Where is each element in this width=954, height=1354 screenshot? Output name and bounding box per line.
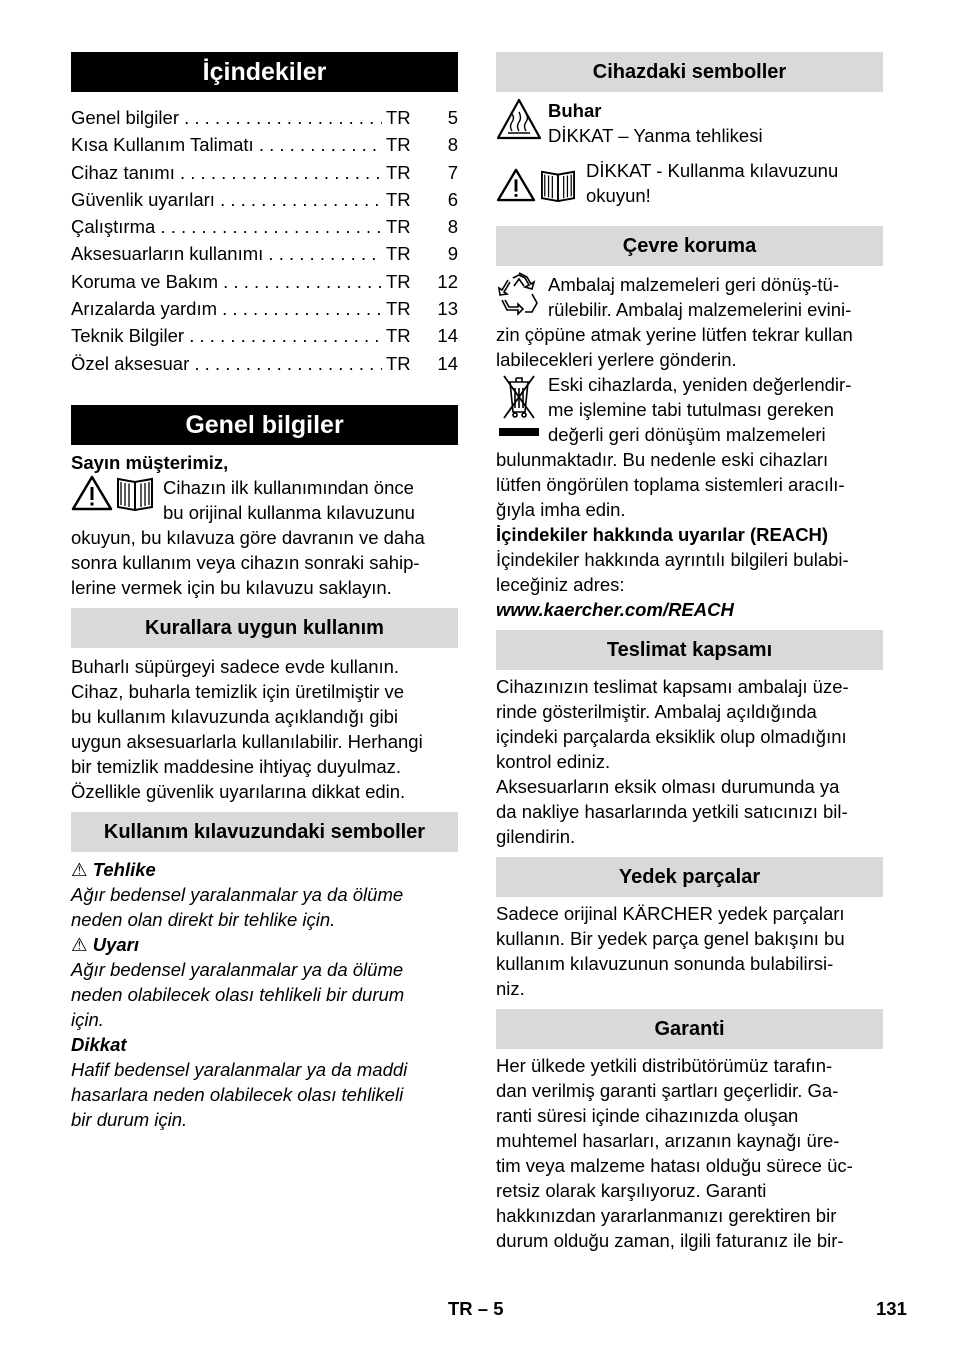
toc-item-lang: TR xyxy=(386,243,411,265)
toc-item-lang: TR xyxy=(386,298,411,320)
toc-item-page: 9 xyxy=(447,243,458,265)
toc-item-title: Kısa Kullanım Talimatı . . . xyxy=(71,131,382,158)
text-line: leceğiniz adres: xyxy=(496,574,625,595)
text-line: lütfen öngörülen toplama sistemleri aracılı- xyxy=(496,474,845,495)
read-manual-block xyxy=(496,158,883,208)
text-line: kontrol ediniz. xyxy=(496,751,611,772)
recycle-block xyxy=(496,272,883,322)
read-manual-text: okuyun! xyxy=(586,185,651,206)
warning-label-text: Uyarı xyxy=(92,933,140,955)
text-line: niz. xyxy=(496,978,525,999)
text-line: Buharlı süpürgeyi sadece evde kullanın. xyxy=(71,655,400,677)
manual-book-icon xyxy=(538,168,578,202)
weee-block xyxy=(496,372,883,447)
text-line: Her ülkede yetkili distribütörümüz tarafın- xyxy=(496,1055,833,1076)
caution-label: Dikkat xyxy=(71,1033,127,1055)
danger-label xyxy=(71,857,458,882)
toc-item-title: Teknik Bilgiler . . . xyxy=(71,322,382,349)
intro-line: bu orijinal kullanma kılavuzunu xyxy=(163,501,415,523)
greeting: Sayın müşterimiz, xyxy=(71,451,229,473)
intro-line: Cihazın ilk kullanımından önce xyxy=(163,476,414,498)
text-line: gilendirin. xyxy=(496,826,576,847)
toc-item-lang: TR xyxy=(386,107,411,128)
steam-label: Buhar xyxy=(548,100,602,121)
toc-item-title: Güvenlik uyarıları . . . xyxy=(71,186,382,213)
toc-item-title: Özel aksesuar . . . xyxy=(71,350,382,377)
text-line: hakkınızdan yararlanmanızı gerektiren bir xyxy=(496,1205,837,1226)
text-line: me işlemine tabi tutulması gereken xyxy=(548,399,834,420)
intro-line: okuyun, bu kılavuza göre davranın ve daha xyxy=(71,526,425,548)
footer-section: TR – 5 xyxy=(448,1298,504,1319)
text-line: durum olduğu zaman, ilgili faturanız ile bir- xyxy=(496,1230,844,1251)
text-line: Hafif bedensel yaralanmalar ya da maddi xyxy=(71,1058,408,1080)
toc-item-title: Aksesuarların kullanımı . . . xyxy=(71,240,382,267)
toc-item-title: Çalıştırma . . . xyxy=(71,213,382,240)
delivery-heading: Teslimat kapsamı xyxy=(496,630,883,670)
text-line: ğıyla imha edin. xyxy=(496,499,626,520)
reach-link[interactable]: www.kaercher.com/REACH xyxy=(496,599,734,620)
toc-item-title: Genel bilgiler . . . xyxy=(71,104,382,131)
warning-triangle-icon xyxy=(496,168,536,202)
toc-heading: İçindekiler xyxy=(71,52,458,92)
text-line: da nakliye hasarlarında yetkili satıcınızı bil- xyxy=(496,801,848,822)
toc-item-page: 13 xyxy=(437,298,458,320)
toc-list xyxy=(71,104,458,377)
text-line: zin çöpüne atmak yerine lütfen tekrar kullan xyxy=(496,324,853,345)
text-line: bulunmaktadır. Bu nedenle eski cihazları xyxy=(496,449,829,470)
toc-item-lang: TR xyxy=(386,352,411,374)
toc-item[interactable] xyxy=(71,268,458,295)
text-line: bir durum için. xyxy=(71,1108,188,1130)
left-column xyxy=(71,52,458,1132)
text-line: Eski cihazlarda, yeniden değerlendir- xyxy=(548,374,852,395)
steam-symbol-block xyxy=(496,98,883,148)
text-line: labilecekleri yerlere gönderin. xyxy=(496,349,737,370)
warning-label xyxy=(71,932,458,957)
intro-line: sonra kullanım veya cihazın sonraki sahip- xyxy=(71,551,420,573)
text-line: bir temizlik maddesine ihtiyaç duyulmaz. xyxy=(71,755,402,777)
footer-page-number: 131 xyxy=(876,1298,907,1319)
toc-item-page: 6 xyxy=(447,188,458,210)
toc-item[interactable] xyxy=(71,213,458,240)
text-line: hasarlara neden olabilecek olası tehlikeli xyxy=(71,1083,404,1105)
danger-label-text: Tehlike xyxy=(92,858,156,880)
small-warning-icon: ⚠ xyxy=(71,858,88,880)
manual-symbols-heading: Kullanım kılavuzundaki semboller xyxy=(71,812,458,852)
toc-item-page: 14 xyxy=(437,352,458,374)
text-line: Sadece orijinal KÄRCHER yedek parçaları xyxy=(496,903,845,924)
text-line: neden olabilecek olası tehlikeli bir durum xyxy=(71,983,405,1005)
proper-use-heading: Kurallara uygun kullanım xyxy=(71,608,458,648)
steam-text: DİKKAT – Yanma tehlikesi xyxy=(548,125,763,146)
toc-item-page: 14 xyxy=(437,325,458,347)
toc-item-lang: TR xyxy=(386,216,411,238)
warning-triangle-icon xyxy=(71,475,113,511)
text-line: bu kullanım kılavuzunda açıklandığı gibi xyxy=(71,705,399,727)
device-symbols-heading: Cihazdaki semboller xyxy=(496,52,883,92)
toc-item-title: Koruma ve Bakım . . . xyxy=(71,268,382,295)
text-line: değerli geri dönüşüm malzemeleri xyxy=(548,424,826,445)
text-line: Özellikle güvenlik uyarılarına dikkat edin. xyxy=(71,780,406,802)
text-line: rinde gösterilmiştir. Ambalaj açıldığında xyxy=(496,701,817,722)
toc-item-page: 8 xyxy=(447,134,458,156)
text-line: neden olan direkt bir tehlike için. xyxy=(71,908,336,930)
intro-line: lerine vermek için bu kılavuzu saklayın. xyxy=(71,576,392,598)
text-line: Ağır bedensel yaralanmalar ya da ölüme xyxy=(71,883,404,905)
text-line: rülebilir. Ambalaj malzemelerini evini- xyxy=(548,299,852,320)
crossed-bin-icon xyxy=(496,372,542,442)
general-heading: Genel bilgiler xyxy=(71,405,458,445)
right-column xyxy=(496,52,883,1253)
toc-item[interactable] xyxy=(71,159,458,186)
toc-item-page: 5 xyxy=(447,107,458,128)
text-line: için. xyxy=(71,1008,104,1030)
text-line: kullanın. Bir yedek parça genel bakışını bu xyxy=(496,928,845,949)
toc-item-lang: TR xyxy=(386,270,411,292)
text-line: Aksesuarların eksik olması durumunda ya xyxy=(496,776,840,797)
warranty-heading: Garanti xyxy=(496,1009,883,1049)
proper-use-text xyxy=(71,654,458,804)
hot-steam-warning-icon xyxy=(496,98,542,140)
toc-item[interactable] xyxy=(71,104,458,131)
toc-item-lang: TR xyxy=(386,161,411,183)
text-line: dan verilmiş garanti şartları geçerlidir. Ga- xyxy=(496,1080,839,1101)
toc-item[interactable] xyxy=(71,295,458,322)
text-line: Cihazınızın teslimat kapsamı ambalajı üze- xyxy=(496,676,849,697)
text-line: İçindekiler hakkında ayrıntılı bilgileri bulabi- xyxy=(496,549,849,570)
toc-item[interactable] xyxy=(71,186,458,213)
recycle-icon xyxy=(496,272,542,320)
text-line: tim veya malzeme hatası olduğu sürece üc- xyxy=(496,1155,853,1176)
text-line: uygun aksesuarlarla kullanılabilir. Herhangi xyxy=(71,730,423,752)
spare-parts-heading: Yedek parçalar xyxy=(496,857,883,897)
environment-heading: Çevre koruma xyxy=(496,226,883,266)
text-line: ranti süresi içinde cihazınızda oluşan xyxy=(496,1105,799,1126)
small-warning-icon: ⚠ xyxy=(71,933,88,955)
toc-item-page: 8 xyxy=(447,216,458,238)
text-line: Ağır bedensel yaralanmalar ya da ölüme xyxy=(71,958,404,980)
reach-heading: İçindekiler hakkında uyarılar (REACH) xyxy=(496,524,829,545)
toc-item-page: 12 xyxy=(437,270,458,292)
text-line: kullanım kılavuzunun sonunda bulabilirsi- xyxy=(496,953,834,974)
toc-item-lang: TR xyxy=(386,188,411,210)
read-manual-text: DİKKAT - Kullanma kılavuzunu xyxy=(586,160,839,181)
manual-book-icon xyxy=(115,475,155,511)
toc-item[interactable] xyxy=(71,240,458,267)
text-line: Cihaz, buharla temizlik için üretilmiştir ve xyxy=(71,680,405,702)
text-line: retsiz olarak karşılıyoruz. Garanti xyxy=(496,1180,767,1201)
toc-item-lang: TR xyxy=(386,134,411,156)
intro-block xyxy=(71,475,458,525)
toc-item-title: Cihaz tanımı . . . xyxy=(71,159,382,186)
text-line: Ambalaj malzemeleri geri dönüş-tü- xyxy=(548,274,839,295)
text-line: içindeki parçalarda eksiklik olup olmadığını xyxy=(496,726,847,747)
text-line: muhtemel hasarları, arızanın kaynağı üre- xyxy=(496,1130,840,1151)
toc-item-page: 7 xyxy=(447,161,458,183)
toc-item[interactable] xyxy=(71,131,458,158)
toc-item[interactable] xyxy=(71,322,458,349)
toc-item-lang: TR xyxy=(386,325,411,347)
toc-item[interactable] xyxy=(71,350,458,377)
toc-item-title: Arızalarda yardım . . . xyxy=(71,295,382,322)
